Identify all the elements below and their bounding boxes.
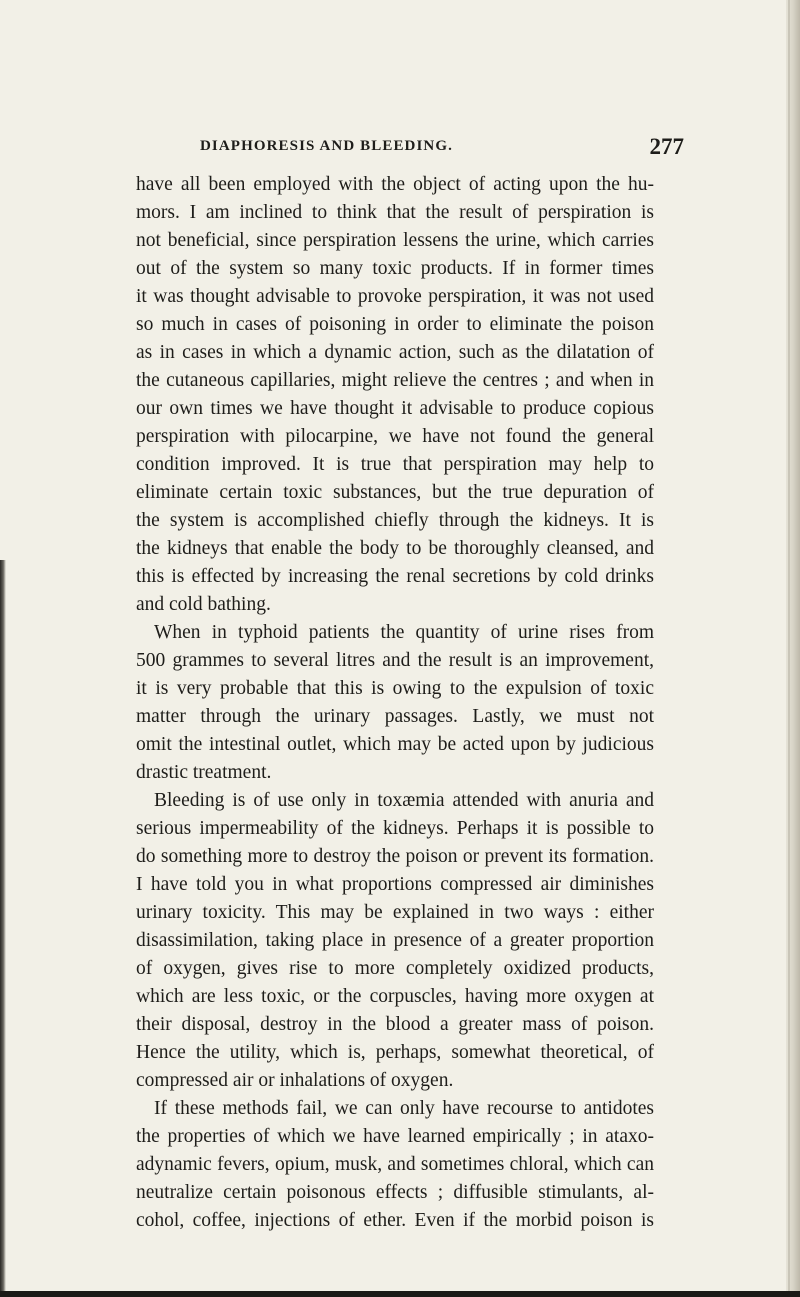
- text-line: disassimilation, taking place in presence of a greater proportion: [136, 930, 654, 951]
- page-right-edge-line: [788, 0, 790, 1297]
- text-line: Bleeding is of use only in toxæmia attended with anuria and: [154, 790, 654, 811]
- text-line: mors. I am inclined to think that the result of perspiration is: [136, 202, 654, 223]
- page-left-shadow: [0, 560, 6, 1297]
- text-line: of oxygen, gives rise to more completely oxidized products,: [136, 958, 654, 979]
- text-line: the properties of which we have learned empirically ; in ataxo-: [136, 1126, 654, 1147]
- text-line: not beneficial, since perspiration lessens the urine, which carries: [136, 230, 654, 251]
- text-line: drastic treatment.: [136, 762, 272, 783]
- text-line: it was thought advisable to provoke perspiration, it was not used: [136, 286, 654, 307]
- text-line: When in typhoid patients the quantity of urine rises from: [154, 622, 654, 643]
- text-line: which are less toxic, or the corpuscles, having more oxygen at: [136, 986, 654, 1007]
- body-text: [136, 171, 654, 1235]
- text-line: their disposal, destroy in the blood a greater mass of poison.: [136, 1014, 654, 1035]
- text-line: out of the system so many toxic products. If in former times: [136, 258, 654, 279]
- text-line: omit the intestinal outlet, which may be acted upon by judicious: [136, 734, 654, 755]
- page-bottom-shadow: [0, 1291, 800, 1297]
- text-line: I have told you in what proportions compressed air diminishes: [136, 874, 654, 895]
- text-line: compressed air or inhalations of oxygen.: [136, 1070, 454, 1091]
- text-line: have all been employed with the object of acting upon the hu-: [136, 174, 654, 195]
- text-line: and cold bathing.: [136, 594, 271, 615]
- text-line: matter through the urinary passages. Lastly, we must not: [136, 706, 654, 727]
- text-line: as in cases in which a dynamic action, such as the dilatation of: [136, 342, 654, 363]
- text-line: condition improved. It is true that perspiration may help to: [136, 454, 654, 475]
- text-line: Hence the utility, which is, perhaps, somewhat theoretical, of: [136, 1042, 654, 1063]
- text-line: the cutaneous capillaries, might relieve the centres ; and when in: [136, 370, 654, 391]
- text-line: adynamic fevers, opium, musk, and sometimes chloral, which can: [136, 1154, 654, 1175]
- page-header: [200, 135, 684, 165]
- text-line: 500 grammes to several litres and the result is an improvement,: [136, 650, 654, 671]
- text-line: neutralize certain poisonous effects ; diffusible stimulants, al-: [136, 1182, 654, 1203]
- text-line: do something more to destroy the poison or prevent its formation.: [136, 846, 654, 867]
- text-line: If these methods fail, we can only have recourse to antidotes: [154, 1098, 654, 1119]
- text-line: the system is accomplished chiefly through the kidneys. It is: [136, 510, 654, 531]
- text-line: urinary toxicity. This may be explained in two ways : either: [136, 902, 654, 923]
- text-line: so much in cases of poisoning in order to eliminate the poison: [136, 314, 654, 335]
- text-line: it is very probable that this is owing to the expulsion of toxic: [136, 678, 654, 699]
- text-line: this is effected by increasing the renal secretions by cold drinks: [136, 566, 654, 587]
- text-line: perspiration with pilocarpine, we have not found the general: [136, 426, 654, 447]
- text-line: our own times we have thought it advisable to produce copious: [136, 398, 654, 419]
- text-line: the kidneys that enable the body to be thoroughly cleansed, and: [136, 538, 654, 559]
- text-line: serious impermeability of the kidneys. Perhaps it is possible to: [136, 818, 654, 839]
- text-line: eliminate certain toxic substances, but the true depuration of: [136, 482, 654, 503]
- running-title: DIAPHORESIS AND BLEEDING.: [200, 138, 453, 154]
- page-number: 277: [649, 134, 684, 159]
- text-line: cohol, coffee, injections of ether. Even if the morbid poison is: [136, 1210, 654, 1231]
